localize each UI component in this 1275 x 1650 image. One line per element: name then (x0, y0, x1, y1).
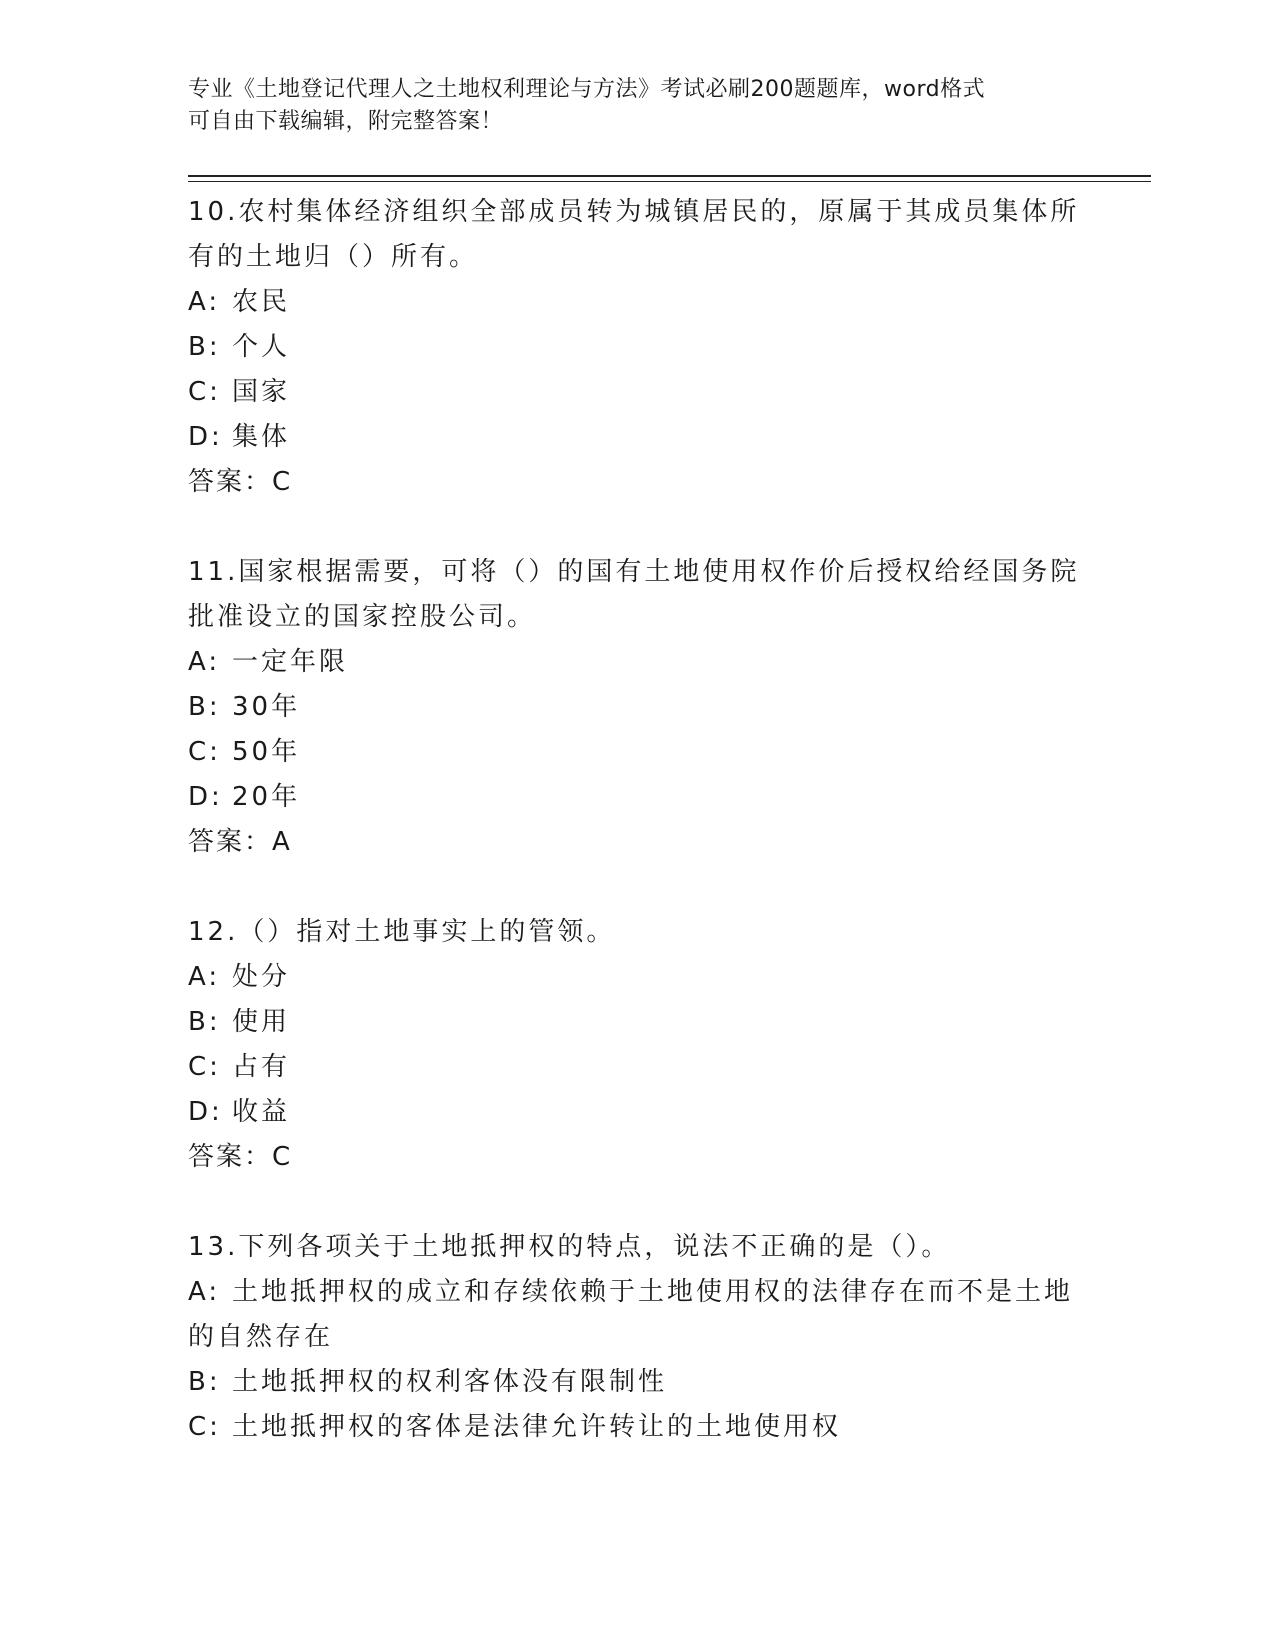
option-letter: C: (188, 737, 221, 767)
option-letter: B: (188, 332, 221, 362)
option-letter: C: (188, 377, 221, 407)
option-text: 处分 (232, 962, 291, 992)
option-text: 收益 (232, 1097, 291, 1127)
option-c (188, 370, 1088, 415)
question-text: 10.农村集体经济组织全部成员转为城镇居民的，原属于其成员集体所有的土地归（）所有。 (188, 197, 1080, 272)
option-letter: D: (188, 782, 223, 812)
option-text: 30年 (232, 692, 301, 722)
option-text: 国家 (232, 377, 291, 407)
question-text: 12.（）指对土地事实上的管领。 (188, 917, 616, 947)
header-divider-thin (188, 181, 1151, 182)
question-text: 13.下列各项关于土地抵押权的特点，说法不正确的是（）。 (188, 1232, 951, 1262)
answer-value: A (272, 827, 293, 857)
header-line-2: 可自由下载编辑，附完整答案！ (188, 109, 504, 134)
option-text: 20年 (232, 782, 301, 812)
option-b (188, 1360, 1088, 1405)
option-text: 农民 (232, 287, 291, 317)
option-d (188, 415, 1088, 460)
option-a (188, 280, 1088, 325)
option-a (188, 640, 1088, 685)
option-letter: B: (188, 1367, 221, 1397)
answer-label: 答案： (188, 827, 273, 857)
answer-label: 答案： (188, 1142, 273, 1172)
option-letter: D: (188, 1097, 223, 1127)
option-text: 土地抵押权的客体是法律允许转让的土地使用权 (232, 1412, 842, 1442)
question-13 (188, 1225, 1088, 1450)
option-letter: A: (188, 1277, 221, 1307)
option-a (188, 955, 1088, 1000)
answer-line (188, 1135, 1088, 1180)
question-12 (188, 910, 1088, 1180)
option-text: 一定年限 (232, 647, 349, 677)
option-c (188, 730, 1088, 775)
option-d (188, 1090, 1088, 1135)
option-c (188, 1405, 1088, 1450)
question-list (188, 190, 1088, 1495)
option-text: 土地抵押权的权利客体没有限制性 (232, 1367, 668, 1397)
option-letter: B: (188, 1007, 221, 1037)
option-text: 使用 (232, 1007, 291, 1037)
option-letter: A: (188, 647, 221, 677)
option-letter: B: (188, 692, 221, 722)
header-divider-thick (188, 175, 1151, 177)
header-line-1: 专业《土地登记代理人之土地权利理论与方法》考试必刷200题题库，word格式 (188, 77, 986, 102)
option-letter: A: (188, 962, 221, 992)
option-text: 土地抵押权的成立和存续依赖于土地使用权的法律存在而不是土地的自然存在 (188, 1277, 1074, 1352)
option-text: 占有 (232, 1052, 291, 1082)
option-letter: C: (188, 1052, 221, 1082)
option-letter: C: (188, 1412, 221, 1442)
option-b (188, 1000, 1088, 1045)
question-10 (188, 190, 1088, 505)
document-header (188, 74, 1088, 138)
option-text: 个人 (232, 332, 291, 362)
option-c (188, 1045, 1088, 1090)
question-11 (188, 550, 1088, 865)
option-letter: A: (188, 287, 221, 317)
option-a (188, 1270, 1088, 1360)
option-b (188, 685, 1088, 730)
question-text: 11.国家根据需要，可将（）的国有土地使用权作价后授权给经国务院批准设立的国家控股公司。 (188, 557, 1080, 632)
answer-line (188, 460, 1088, 505)
answer-line (188, 820, 1088, 865)
answer-value: C (272, 1142, 294, 1172)
option-letter: D: (188, 422, 223, 452)
option-text: 集体 (232, 422, 291, 452)
option-d (188, 775, 1088, 820)
option-text: 50年 (232, 737, 301, 767)
option-b (188, 325, 1088, 370)
answer-label: 答案： (188, 467, 273, 497)
answer-value: C (272, 467, 294, 497)
